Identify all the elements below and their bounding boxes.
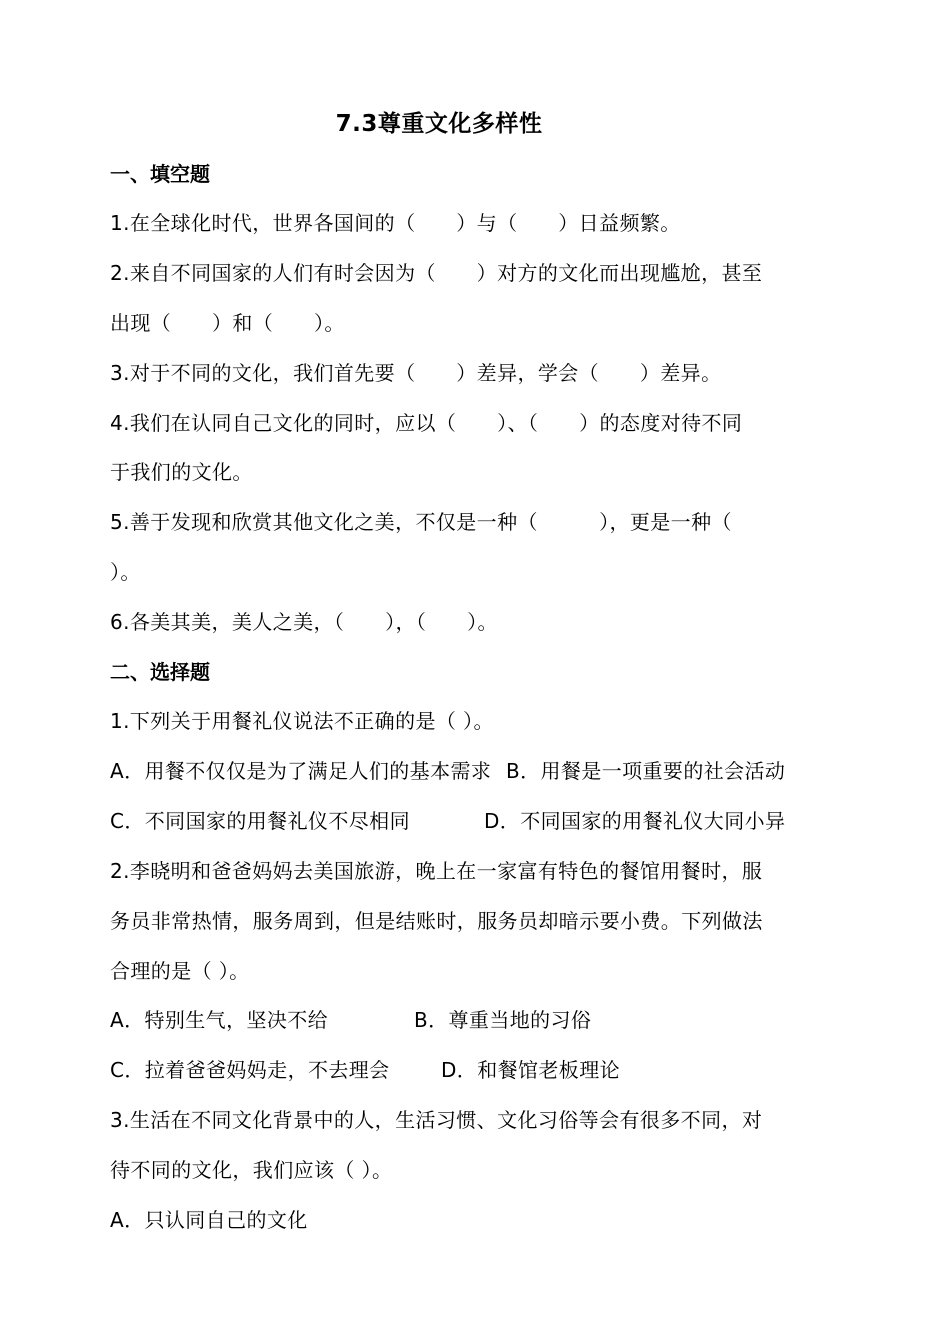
choice-q1-option-c: C．不同国家的用餐礼仪不尽相同 [110,809,410,833]
fill-in-question-5-line-1: 5.善于发现和欣赏其他文化之美，不仅是一种（ ），更是一种（ [110,510,732,534]
fill-in-question-4-line-2: 于我们的文化。 [110,460,253,484]
fill-in-question-2-line-2: 出现（ ）和（ ）。 [110,311,345,335]
choice-question-1-stem: 1.下列关于用餐礼仪说法不正确的是（ ）。 [110,709,494,733]
choice-q2-option-b: B．尊重当地的习俗 [414,1008,592,1032]
choice-q2-option-d: D．和餐馆老板理论 [441,1058,621,1082]
fill-in-question-3: 3.对于不同的文化，我们首先要（ ）差异，学会（ ）差异。 [110,361,722,385]
choice-q1-option-a: A．用餐不仅仅是为了满足人们的基本需求 [110,759,492,783]
fill-in-question-2-line-1: 2.来自不同国家的人们有时会因为（ ）对方的文化而出现尴尬，甚至 [110,261,763,285]
choice-question-2-stem-line-1: 2.李晓明和爸爸妈妈去美国旅游，晚上在一家富有特色的餐馆用餐时，服 [110,859,763,883]
fill-in-question-1: 1.在全球化时代，世界各国间的（ ）与（ ）日益频繁。 [110,211,681,235]
fill-in-question-6: 6.各美其美，美人之美，（ ），（ ）。 [110,610,498,634]
fill-in-question-5-line-2: ）。 [110,560,141,584]
fill-in-question-4-line-1: 4.我们在认同自己文化的同时，应以（ ）、（ ）的态度对待不同 [110,411,743,435]
choice-q2-option-a: A．特别生气，坚决不给 [110,1008,329,1032]
page-title: 7.3尊重文化多样性 [335,111,543,137]
choice-question-2-stem-line-3: 合理的是（ ）。 [110,959,250,983]
section-heading-fill-in: 一、填空题 [110,162,210,186]
choice-q3-option-a: A．只认同自己的文化 [110,1208,308,1232]
choice-question-3-stem-line-1: 3.生活在不同文化背景中的人，生活习惯、文化习俗等会有很多不同，对 [110,1108,763,1132]
choice-q1-option-d: D．不同国家的用餐礼仪大同小异 [484,809,786,833]
choice-q2-option-c: C．拉着爸爸妈妈走，不去理会 [110,1058,390,1082]
choice-q1-option-b: B．用餐是一项重要的社会活动 [506,759,786,783]
choice-question-2-stem-line-2: 务员非常热情，服务周到，但是结账时，服务员却暗示要小费。下列做法 [110,909,763,933]
section-heading-choice: 二、选择题 [110,660,210,684]
choice-question-3-stem-line-2: 待不同的文化，我们应该（ ）。 [110,1158,393,1182]
